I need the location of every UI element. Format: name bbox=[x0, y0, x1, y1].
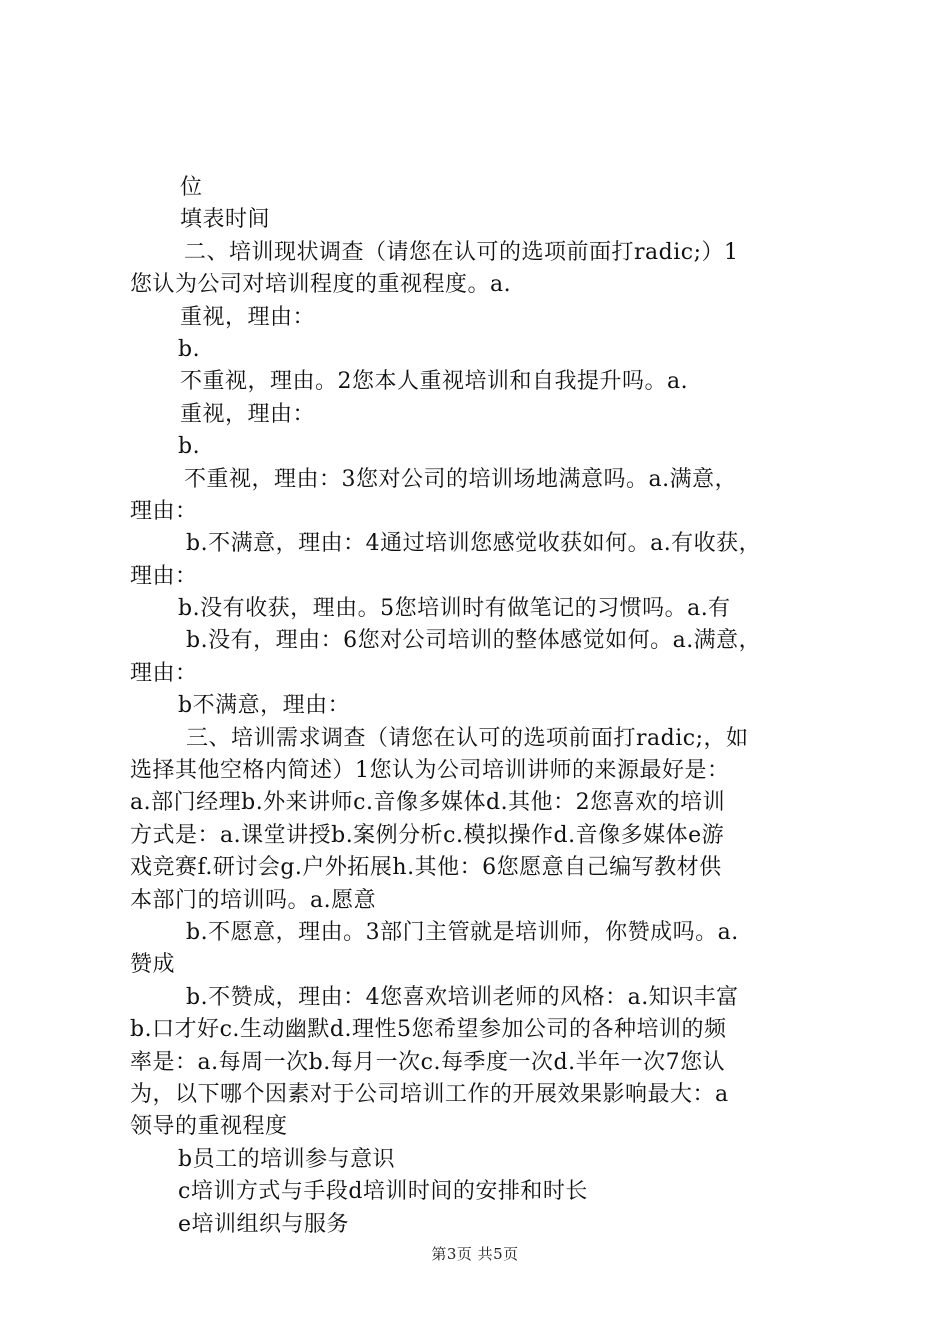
text-line: b不满意，理由： bbox=[178, 693, 351, 719]
text-line: 位 bbox=[180, 175, 203, 200]
text-line: 选择其他空格内简述）1您认为公司培训讲师的来源最好是： bbox=[130, 758, 730, 784]
text-line: 不重视，理由：3您对公司的培训场地满意吗。a.满意， bbox=[184, 466, 738, 492]
text-line: b.口才好c.生动幽默d.理性5您希望参加公司的各种培训的频 bbox=[130, 1017, 727, 1043]
text-line: b.不满意，理由：4通过培训您感觉收获如何。a.有收获， bbox=[186, 531, 762, 557]
text-line: b.不赞成，理由：4您喜欢培训老师的风格：a.知识丰富 bbox=[186, 984, 739, 1010]
text-line: 重视，理由： bbox=[180, 304, 316, 330]
text-line: a.部门经理b.外来讲师c.音像多媒体d.其他：2您喜欢的培训 bbox=[130, 790, 726, 816]
text-line: 理由： bbox=[130, 563, 198, 589]
page-number-footer: 第3页 共5页 bbox=[431, 1245, 519, 1263]
text-line: 理由： bbox=[130, 498, 198, 524]
text-line: 方式是：a.课堂讲授b.案例分析c.模拟操作d.音像多媒体e游 bbox=[130, 822, 725, 848]
text-line: b.没有，理由：6您对公司培训的整体感觉如何。a.满意， bbox=[186, 628, 762, 654]
text-line: b.不愿意，理由。3部门主管就是培训师，你赞成吗。a. bbox=[186, 919, 739, 945]
text-line: 赞成 bbox=[130, 952, 176, 978]
section-heading: 三、培训需求调查（请您在认可的选项前面打radic;，如 bbox=[186, 725, 749, 751]
text-line: 率是：a.每周一次b.每月一次c.每季度一次d.半年一次7您认 bbox=[130, 1049, 726, 1075]
text-line: 填表时间 bbox=[180, 207, 271, 233]
text-line: c培训方式与手段d培训时间的安排和时长 bbox=[178, 1179, 588, 1205]
document-body bbox=[130, 172, 850, 1241]
text-line: 不重视，理由。2您本人重视培训和自我提升吗。a. bbox=[180, 369, 689, 395]
text-line: 戏竞赛f.研讨会g.户外拓展h.其他：6您愿意自己编写教材供 bbox=[130, 855, 722, 881]
text-line: 理由： bbox=[130, 660, 198, 686]
text-line: 重视，理由： bbox=[180, 401, 316, 427]
text-line: b. bbox=[178, 434, 201, 460]
text-line: b.没有收获，理由。5您培训时有做笔记的习惯吗。a.有 bbox=[178, 596, 731, 622]
text-line: b员工的培训参与意识 bbox=[178, 1146, 396, 1172]
text-line: e培训组织与服务 bbox=[178, 1211, 350, 1237]
section-heading: 二、培训现状调查（请您在认可的选项前面打radic;）1 bbox=[184, 239, 739, 265]
text-line: 为，以下哪个因素对于公司培训工作的开展效果影响最大：a bbox=[130, 1081, 729, 1107]
text-line: 领导的重视程度 bbox=[130, 1114, 288, 1140]
text-line: 您认为公司对培训程度的重视程度。a. bbox=[130, 272, 512, 298]
text-line: 本部门的培训吗。a.愿意 bbox=[130, 887, 377, 913]
text-line: b. bbox=[178, 336, 201, 362]
